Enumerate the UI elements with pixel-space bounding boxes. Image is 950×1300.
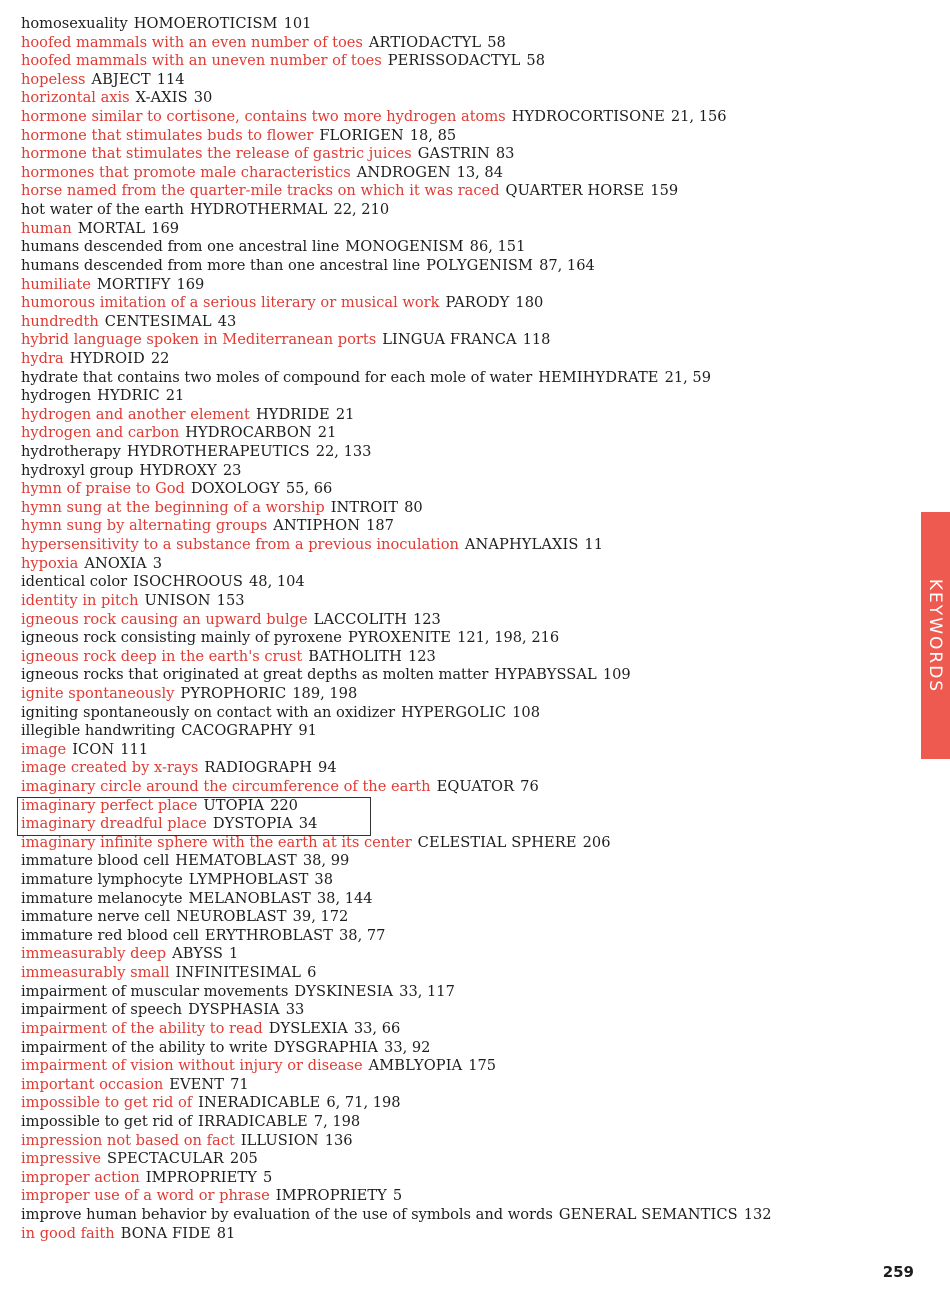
entry-definition: hundredth <box>21 312 99 330</box>
entry-keyword: IMPROPRIETY <box>275 1187 387 1205</box>
entry-definition: image <box>21 740 67 758</box>
entry-definition: hymn sung by alternating groups <box>21 517 268 535</box>
index-entry <box>21 71 901 90</box>
index-entry <box>21 313 901 332</box>
entry-keyword: HYDROTHERMAL <box>189 201 328 219</box>
entry-definition: immature lymphocyte <box>21 871 183 889</box>
entry-definition: improve human behavior by evaluation of the use of symbols and words <box>21 1206 553 1223</box>
entry-page-refs: 7, 198 <box>313 1112 361 1130</box>
entry-keyword: HYDROID <box>69 349 145 367</box>
entry-page-refs: 18, 85 <box>409 126 457 144</box>
index-entry <box>21 1169 901 1188</box>
entry-definition: hormone that stimulates the release of gastric juices <box>21 145 412 163</box>
entry-keyword: UTOPIA <box>203 796 265 814</box>
entry-definition: hopeless <box>21 70 86 88</box>
entry-definition: impression not based on fact <box>21 1131 235 1149</box>
index-entry <box>21 629 901 648</box>
index-entry <box>21 1039 901 1058</box>
index-entry <box>21 406 901 425</box>
entry-keyword: ANDROGEN <box>356 163 451 181</box>
entry-page-refs: 3 <box>152 554 162 572</box>
index-entry <box>21 462 901 481</box>
entry-definition: identity in pitch <box>21 591 139 609</box>
entry-page-refs: 39, 172 <box>292 908 349 926</box>
entry-page-refs: 21 <box>335 405 355 423</box>
entry-page-refs: 13, 84 <box>456 163 503 181</box>
entry-page-refs: 136 <box>324 1131 353 1149</box>
entry-definition: identical color <box>21 573 128 591</box>
index-entry <box>21 927 901 946</box>
entry-page-refs: 33 <box>285 1001 305 1019</box>
index-entry <box>21 127 901 146</box>
entry-definition: impairment of the ability to write <box>21 1038 268 1056</box>
entry-keyword: HOMOEROTICISM <box>133 15 278 32</box>
entry-page-refs: 180 <box>515 294 544 312</box>
entry-page-refs: 48, 104 <box>249 573 305 591</box>
entry-definition: immature blood cell <box>21 852 170 870</box>
entry-page-refs: 21 <box>165 387 185 405</box>
entry-keyword: ABJECT <box>91 70 151 88</box>
index-entry <box>21 1020 901 1039</box>
entry-page-refs: 101 <box>283 15 312 32</box>
entry-page-refs: 87, 164 <box>539 256 595 274</box>
index-entry <box>21 276 901 295</box>
entry-keyword: AMBLYOPIA <box>368 1057 463 1075</box>
entry-keyword: HYDROCARBON <box>185 424 312 442</box>
entry-definition: igneous rock consisting mainly of pyroxene <box>21 629 342 647</box>
entry-definition: hot water of the earth <box>21 201 184 219</box>
entry-keyword: HEMIHYDRATE <box>538 368 659 386</box>
entry-definition: impairment of the ability to read <box>21 1019 263 1037</box>
entry-keyword: DYSGRAPHIA <box>273 1038 379 1056</box>
entry-page-refs: 94 <box>318 759 337 777</box>
entry-keyword: ANTIPHON <box>273 517 361 535</box>
index-entry-list <box>21 15 901 1243</box>
entry-page-refs: 86, 151 <box>469 238 526 256</box>
index-entry <box>21 387 901 406</box>
entry-page-refs: 114 <box>156 70 185 88</box>
index-entry <box>21 350 901 369</box>
index-entry <box>21 592 901 611</box>
entry-page-refs: 38, 77 <box>339 926 386 944</box>
index-entry <box>21 685 901 704</box>
index-entry <box>21 182 901 201</box>
index-entry <box>21 480 901 499</box>
entry-page-refs: 81 <box>216 1224 236 1242</box>
index-entry <box>21 294 901 313</box>
entry-keyword: ARTIODACTYL <box>368 33 482 51</box>
entry-page-refs: 83 <box>495 145 515 163</box>
entry-keyword: BATHOLITH <box>308 647 402 665</box>
entry-page-refs: 123 <box>412 610 441 628</box>
index-entry <box>21 536 901 555</box>
entry-page-refs: 34 <box>298 815 318 833</box>
index-entry <box>21 1206 901 1225</box>
index-entry <box>21 945 901 964</box>
entry-definition: igneous rock causing an upward bulge <box>21 610 308 628</box>
entry-page-refs: 21 <box>317 424 337 442</box>
entry-keyword: ANOXIA <box>84 554 147 572</box>
entry-definition: hydrotherapy <box>21 443 121 461</box>
entry-keyword: SPECTACULAR <box>107 1150 224 1168</box>
entry-page-refs: 108 <box>512 703 540 721</box>
entry-keyword: CACOGRAPHY <box>181 722 293 740</box>
entry-page-refs: 175 <box>468 1057 497 1075</box>
entry-keyword: DOXOLOGY <box>190 480 280 498</box>
entry-keyword: ERYTHROBLAST <box>204 926 334 944</box>
index-entry <box>21 1113 901 1132</box>
entry-keyword: ICON <box>72 740 115 758</box>
entry-definition: immeasurably deep <box>21 945 167 963</box>
entry-definition: illegible handwriting <box>21 722 176 740</box>
entry-definition: hydrogen <box>21 387 92 405</box>
entry-page-refs: 38, 144 <box>316 889 373 907</box>
entry-keyword: HYDRIDE <box>255 405 330 423</box>
entry-definition: horizontal axis <box>21 89 130 107</box>
entry-page-refs: 1 <box>229 945 239 963</box>
index-entry <box>21 871 901 890</box>
index-entry <box>21 34 901 53</box>
index-entry <box>21 759 901 778</box>
entry-definition: hymn sung at the beginning of a worship <box>21 498 325 516</box>
entry-definition: immeasurably small <box>21 964 170 982</box>
index-entry <box>21 1225 901 1244</box>
index-entry <box>21 52 901 71</box>
entry-definition: immature melanocyte <box>21 889 183 907</box>
entry-page-refs: 21, 59 <box>664 368 711 386</box>
entry-page-refs: 55, 66 <box>285 480 333 498</box>
entry-keyword: EVENT <box>169 1075 225 1093</box>
entry-page-refs: 22, 210 <box>333 201 390 219</box>
entry-keyword: ABYSS <box>172 945 223 963</box>
entry-keyword: RADIOGRAPH <box>204 759 313 777</box>
entry-definition: humorous imitation of a serious literary or musical work <box>21 294 440 312</box>
entry-keyword: DYSPHASIA <box>188 1001 280 1019</box>
entry-definition: improper action <box>21 1168 140 1186</box>
index-entry <box>21 741 901 760</box>
entry-definition: imaginary perfect place <box>21 796 198 814</box>
entry-keyword: MELANOBLAST <box>188 889 311 907</box>
entry-page-refs: 43 <box>217 312 237 330</box>
entry-definition: hormone that stimulates buds to flower <box>21 126 314 144</box>
index-entry <box>21 517 901 536</box>
entry-keyword: X-AXIS <box>135 89 188 107</box>
entry-keyword: LINGUA FRANCA <box>382 331 517 349</box>
index-entry <box>21 238 901 257</box>
entry-keyword: INFINITESIMAL <box>175 964 302 982</box>
entry-definition: impairment of speech <box>21 1001 183 1019</box>
index-entry <box>21 666 901 685</box>
entry-page-refs: 109 <box>602 666 631 684</box>
entry-page-refs: 159 <box>650 182 679 200</box>
entry-definition: imaginary dreadful place <box>21 815 207 833</box>
entry-keyword: GASTRIN <box>417 145 490 163</box>
entry-page-refs: 118 <box>522 331 551 349</box>
highlight-box <box>17 797 371 836</box>
entry-page-refs: 189, 198 <box>292 684 358 702</box>
index-entry <box>21 331 901 350</box>
entry-definition: hypersensitivity to a substance from a previous inoculation <box>21 536 459 554</box>
index-entry <box>21 108 901 127</box>
entry-definition: impressive <box>21 1150 101 1168</box>
entry-keyword: INERADICABLE <box>198 1094 321 1112</box>
entry-keyword: LACCOLITH <box>313 610 407 628</box>
entry-page-refs: 206 <box>582 833 611 851</box>
entry-keyword: HYDRIC <box>97 387 160 405</box>
entry-keyword: QUARTER HORSE <box>505 182 645 200</box>
entry-definition: impossible to get rid of <box>21 1112 193 1130</box>
entry-keyword: PARODY <box>445 294 510 312</box>
entry-keyword: PYROPHORIC <box>180 684 287 702</box>
entry-page-refs: 76 <box>520 777 539 795</box>
entry-definition: hydra <box>21 349 64 367</box>
entry-keyword: NEUROBLAST <box>176 908 287 926</box>
entry-page-refs: 11 <box>584 536 603 554</box>
entry-definition: improper use of a word or phrase <box>21 1187 270 1205</box>
index-entry <box>21 145 901 164</box>
section-tab <box>921 512 950 759</box>
entry-page-refs: 91 <box>298 722 317 740</box>
entry-keyword: UNISON <box>144 591 211 609</box>
index-entry <box>21 908 901 927</box>
entry-definition: hormone similar to cortisone, contains two more hydrogen atoms <box>21 108 506 126</box>
entry-keyword: ANAPHYLAXIS <box>464 536 579 554</box>
index-entry <box>21 722 901 741</box>
entry-definition: impairment of vision without injury or disease <box>21 1057 363 1075</box>
entry-keyword: BONA FIDE <box>120 1224 211 1242</box>
index-entry <box>21 704 901 723</box>
entry-keyword: HEMATOBLAST <box>175 852 297 870</box>
index-entry <box>21 499 901 518</box>
entry-page-refs: 22, 133 <box>315 443 372 461</box>
entry-definition: impairment of muscular movements <box>21 982 289 1000</box>
index-entry <box>21 555 901 574</box>
entry-page-refs: 58 <box>487 33 506 51</box>
entry-page-refs: 38, 99 <box>302 852 350 870</box>
entry-definition: hormones that promote male characteristics <box>21 163 351 181</box>
entry-page-refs: 80 <box>404 498 423 516</box>
index-entry <box>21 983 901 1002</box>
entry-page-refs: 132 <box>743 1206 772 1223</box>
index-entry <box>21 611 901 630</box>
index-entry <box>21 964 901 983</box>
index-entry <box>21 834 901 853</box>
entry-page-refs: 58 <box>526 52 545 70</box>
entry-keyword: INTROIT <box>330 498 399 516</box>
entry-page-refs: 6 <box>307 964 317 982</box>
entry-page-refs: 23 <box>222 461 242 479</box>
index-entry <box>21 778 901 797</box>
entry-keyword: HYPABYSSAL <box>494 666 597 684</box>
entry-page-refs: 21, 156 <box>670 108 727 126</box>
index-entry <box>21 1150 901 1169</box>
entry-keyword: HYPERGOLIC <box>401 703 507 721</box>
entry-page-refs: 22 <box>150 349 170 367</box>
entry-keyword: MORTIFY <box>96 275 171 293</box>
index-entry <box>21 443 901 462</box>
entry-definition: humans descended from one ancestral line <box>21 238 340 256</box>
entry-keyword: MONOGENISM <box>345 238 464 256</box>
entry-keyword: ISOCHROOUS <box>133 573 243 591</box>
entry-definition: imaginary circle around the circumference of the earth <box>21 777 431 795</box>
entry-page-refs: 121, 198, 216 <box>457 629 560 647</box>
entry-page-refs: 187 <box>366 517 394 535</box>
entry-definition: hoofed mammals with an even number of toes <box>21 33 363 51</box>
entry-keyword: HYDROTHERAPEUTICS <box>126 443 310 461</box>
entry-page-refs: 220 <box>270 796 298 814</box>
index-entry <box>21 852 901 871</box>
index-entry <box>21 1132 901 1151</box>
index-entry <box>21 890 901 909</box>
entry-definition: hypoxia <box>21 554 79 572</box>
entry-definition: humans descended from more than one ancestral line <box>21 256 421 274</box>
section-tab-label: KEYWORDS <box>925 578 946 693</box>
index-entry <box>21 424 901 443</box>
index-entry <box>21 369 901 388</box>
index-entry <box>21 1076 901 1095</box>
entry-definition: humiliate <box>21 275 91 293</box>
index-entry <box>21 164 901 183</box>
entry-definition: igniting spontaneously on contact with an oxidizer <box>21 703 396 721</box>
entry-keyword: FLORIGEN <box>319 126 404 144</box>
entry-keyword: GENERAL SEMANTICS <box>558 1206 738 1223</box>
entry-keyword: IRRADICABLE <box>198 1112 308 1130</box>
index-entry <box>21 1187 901 1206</box>
entry-keyword: DYSLEXIA <box>268 1019 348 1037</box>
index-entry <box>21 257 901 276</box>
entry-keyword: DYSTOPIA <box>212 815 293 833</box>
entry-definition: hoofed mammals with an uneven number of toes <box>21 52 382 70</box>
entry-keyword: IMPROPRIETY <box>145 1168 257 1186</box>
entry-page-refs: 33, 117 <box>399 982 455 1000</box>
index-entry <box>21 573 901 592</box>
index-entry <box>21 648 901 667</box>
entry-page-refs: 205 <box>229 1150 258 1168</box>
entry-page-refs: 111 <box>120 740 149 758</box>
entry-keyword: CENTESIMAL <box>104 312 212 330</box>
entry-page-refs: 123 <box>407 647 436 665</box>
index-entry <box>21 1001 901 1020</box>
entry-definition: impossible to get rid of <box>21 1094 193 1112</box>
entry-page-refs: 153 <box>216 591 245 609</box>
entry-definition: hydroxyl group <box>21 461 134 479</box>
entry-definition: image created by x-rays <box>21 759 199 777</box>
index-entry <box>21 1057 901 1076</box>
entry-page-refs: 30 <box>193 89 213 107</box>
entry-definition: immature nerve cell <box>21 908 171 926</box>
entry-keyword: CELESTIAL SPHERE <box>417 833 577 851</box>
entry-keyword: DYSKINESIA <box>294 982 394 1000</box>
entry-definition: imaginary infinite sphere with the earth at its center <box>21 833 412 851</box>
entry-definition: hybrid language spoken in Mediterranean ports <box>21 331 377 349</box>
entry-definition: important occasion <box>21 1075 164 1093</box>
entry-definition: hydrate that contains two moles of compound for each mole of water <box>21 368 533 386</box>
entry-definition: homosexuality <box>21 15 128 32</box>
entry-keyword: PERISSODACTYL <box>387 52 521 70</box>
entry-page-refs: 169 <box>151 219 180 237</box>
entry-keyword: MORTAL <box>77 219 146 237</box>
entry-page-refs: 38 <box>314 871 333 889</box>
entry-definition: human <box>21 219 72 237</box>
entry-keyword: POLYGENISM <box>426 256 534 274</box>
index-entry <box>21 89 901 108</box>
entry-keyword: EQUATOR <box>436 777 515 795</box>
entry-keyword: PYROXENITE <box>347 629 452 647</box>
entry-keyword: LYMPHOBLAST <box>188 871 309 889</box>
entry-keyword: HYDROCORTISONE <box>511 108 665 126</box>
entry-page-refs: 5 <box>392 1187 403 1205</box>
entry-definition: immature red blood cell <box>21 926 199 944</box>
entry-keyword: HYDROXY <box>139 461 217 479</box>
entry-definition: horse named from the quarter-mile tracks on which it was raced <box>21 182 500 200</box>
entry-page-refs: 33, 92 <box>384 1038 431 1056</box>
page-number: 259 <box>882 1263 914 1281</box>
index-entry <box>21 220 901 239</box>
entry-page-refs: 169 <box>176 275 205 293</box>
entry-definition: hydrogen and carbon <box>21 424 180 442</box>
entry-definition: in good faith <box>21 1224 115 1242</box>
index-entry <box>21 15 901 34</box>
index-entry <box>21 201 901 220</box>
entry-page-refs: 5 <box>262 1168 273 1186</box>
entry-page-refs: 33, 66 <box>353 1019 401 1037</box>
entry-page-refs: 6, 71, 198 <box>326 1094 401 1112</box>
entry-definition: igneous rocks that originated at great depths as molten matter <box>21 666 489 684</box>
entry-definition: igneous rock deep in the earth's crust <box>21 647 303 665</box>
index-entry <box>21 1094 901 1113</box>
entry-page-refs: 71 <box>230 1075 249 1093</box>
entry-definition: hydrogen and another element <box>21 405 250 423</box>
entry-keyword: ILLUSION <box>240 1131 319 1149</box>
entry-definition: ignite spontaneously <box>21 684 175 702</box>
entry-definition: hymn of praise to God <box>21 480 185 498</box>
